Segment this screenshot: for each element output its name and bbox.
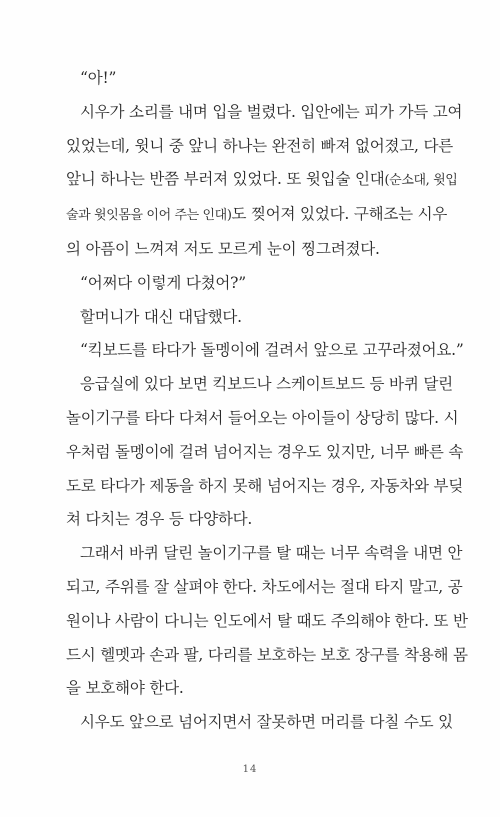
text-line-annotation: (순소대, 윗입 — [384, 173, 458, 189]
text-line: 되고, 주위를 잘 살펴야 한다. 차도에서는 절대 타지 말고, 공 — [66, 577, 463, 596]
text-line-main: 도 찢어져 있었다. 구해조는 시우 — [231, 205, 448, 224]
text-line: “어쩌다 이렇게 다쳤어?” — [80, 273, 246, 292]
text-line: 우처럼 돌멩이에 걸려 넘어지는 경우도 있지만, 너무 빠른 속 — [66, 442, 464, 461]
text-line-annotation: 술과 윗잇몸을 이어 주는 인대) — [66, 208, 232, 224]
text-line: 드시 헬멧과 손과 팔, 다리를 보호하는 보호 장구를 착용해 몸 — [66, 645, 468, 664]
text-line: 있었는데, 윗니 중 앞니 하나는 완전히 빠져 없어졌고, 다른 — [66, 136, 454, 155]
text-line: 시우도 앞으로 넘어지면서 잘못하면 머리를 다칠 수도 있 — [80, 713, 453, 732]
text-line: 의 아픔이 느껴져 저도 모르게 눈이 찡그려졌다. — [66, 239, 380, 258]
text-line: 원이나 사람이 다니는 인도에서 탈 때도 주의해야 한다. 또 반 — [66, 611, 468, 630]
text-line: 쳐 다치는 경우 등 다양하다. — [66, 510, 253, 529]
text-line: 놀이기구를 타다 다쳐서 들어오는 아이들이 상당히 많다. 시 — [66, 408, 459, 427]
body-text — [66, 62, 468, 740]
text-line: “아!” — [80, 69, 117, 87]
text-line: 을 보호해야 한다. — [66, 679, 184, 698]
text-line: 할머니가 대신 대답했다. — [80, 307, 242, 326]
text-line: 그래서 바퀴 달린 놀이기구를 탈 때는 너무 속력을 내면 안 — [80, 544, 463, 563]
page-number: 14 — [242, 764, 258, 775]
text-line: 시우가 소리를 내며 입을 벌렸다. 입안에는 피가 가득 고여 — [80, 102, 463, 121]
text-line: 도로 타다가 제동을 하지 못해 넘어지는 경우, 자동차와 부딪 — [66, 476, 464, 495]
text-line: “킥보드를 타다가 돌멩이에 걸려서 앞으로 고꾸라졌어요.” — [80, 341, 464, 360]
text-line — [66, 163, 458, 198]
text-line: 응급실에 있다 보면 킥보드나 스케이트보드 등 바퀴 달린 — [80, 375, 453, 394]
text-line-main: 앞니 하나는 반쯤 부러져 있었다. 또 윗입술 인대 — [66, 170, 385, 189]
text-line — [66, 198, 448, 233]
